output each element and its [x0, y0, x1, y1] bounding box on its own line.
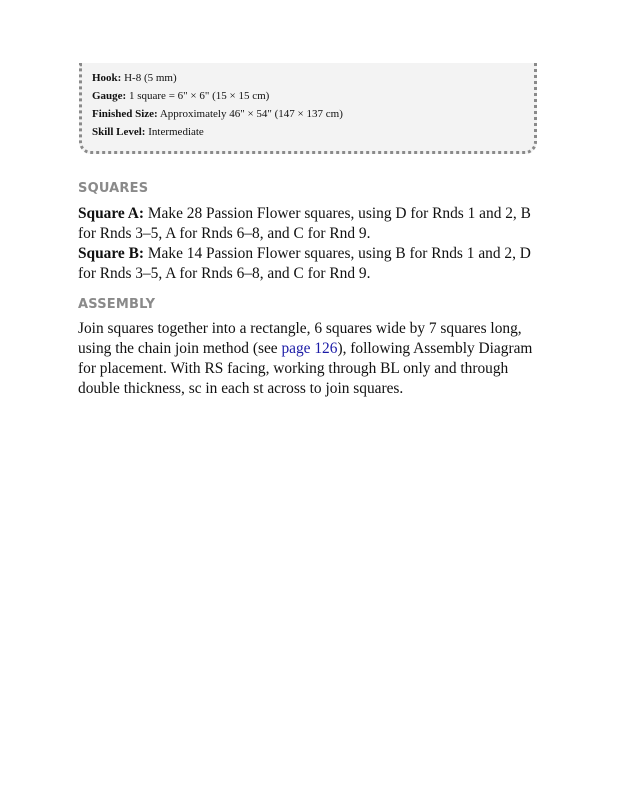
- square-a-label: Square A:: [78, 205, 144, 222]
- square-b-paragraph: [78, 244, 548, 284]
- finished-size-label: Finished Size:: [92, 108, 158, 120]
- finished-size-spec: [92, 107, 343, 121]
- materials-box: [79, 63, 537, 154]
- squares-heading: SQUARES: [78, 181, 149, 196]
- square-b-label: Square B:: [78, 245, 144, 262]
- skill-level-label: Skill Level:: [92, 126, 146, 138]
- hook-label: Hook:: [92, 72, 122, 84]
- square-a-paragraph: [78, 204, 548, 244]
- gauge-label: Gauge:: [92, 90, 127, 102]
- hook-spec: [92, 71, 177, 85]
- skill-level-value: Intermediate: [148, 126, 204, 138]
- assembly-text-end: ), following Assembly Diagram for placement. With RS facing, working through BL only and through double thickness, sc in each st across to join squares.: [78, 340, 533, 397]
- square-a-text: Make 28 Passion Flower squares, using D for Rnds 1 and 2, B for Rnds 3–5, A for Rnds 6–8, and C for Rnd 9.: [78, 205, 531, 242]
- gauge-value: 1 square = 6" × 6" (15 × 15 cm): [128, 90, 270, 102]
- assembly-text-start: Join squares together into a rectangle, 6 squares wide by 7 squares long, using the chain join method (see: [78, 320, 522, 357]
- page-126-link[interactable]: page 126: [281, 340, 338, 357]
- assembly-heading: ASSEMBLY: [78, 297, 156, 312]
- gauge-spec: [92, 89, 269, 103]
- assembly-paragraph: [78, 319, 548, 399]
- hook-value: H-8 (5 mm): [124, 72, 177, 84]
- skill-level-spec: [92, 125, 204, 139]
- finished-size-value: Approximately 46" × 54" (147 × 137 cm): [159, 108, 343, 120]
- square-b-text: Make 14 Passion Flower squares, using B for Rnds 1 and 2, D for Rnds 3–5, A for Rnds 6–8, and C for Rnd 9.: [78, 245, 531, 282]
